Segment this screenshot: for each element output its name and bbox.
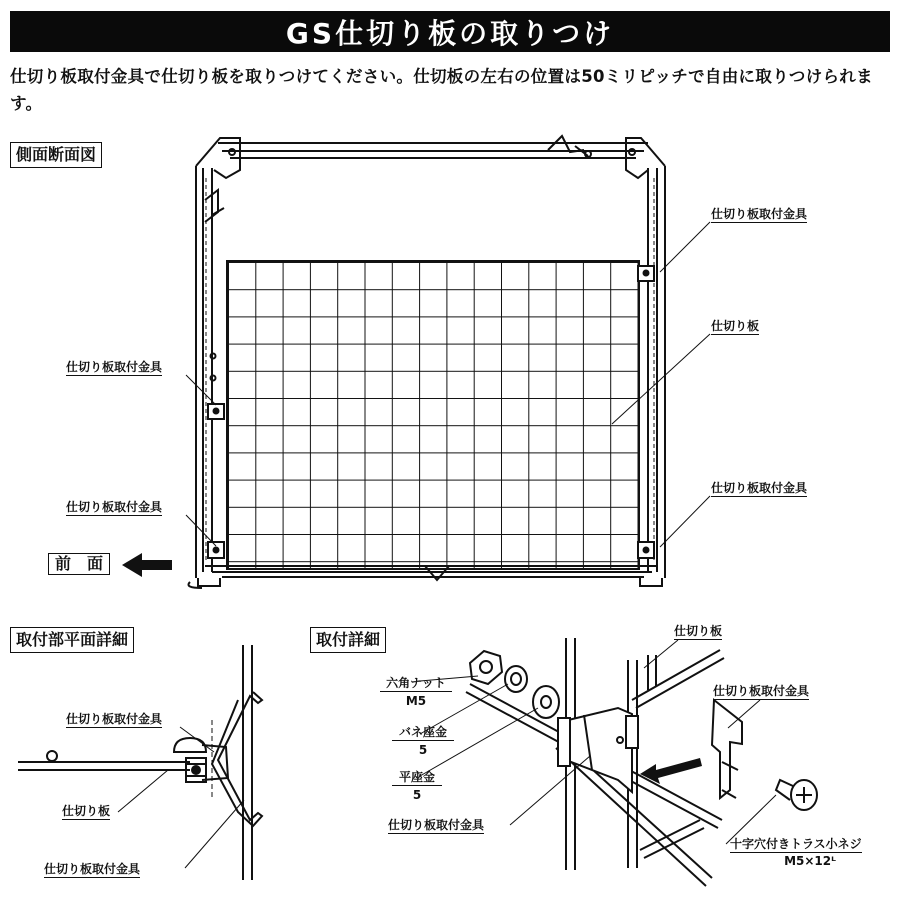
side-view-heading: 側面断面図 xyxy=(10,142,102,168)
front-arrow xyxy=(122,553,172,577)
label-hex-nut: 六角ナット xyxy=(380,676,452,692)
label-screw: 十字穴付きトラス小ネジ xyxy=(730,837,862,851)
label-bracket-left-bottom: 仕切り板取付金具 xyxy=(66,500,163,514)
label-partition-right: 仕切り板 xyxy=(711,319,760,333)
label-bracket-left-mid: 仕切り板取付金具 xyxy=(66,360,163,374)
label-plan-bracket-top: 仕切り板取付金具 xyxy=(66,712,163,726)
label-plan-partition: 仕切り板 xyxy=(62,804,111,818)
mount-detail-heading: 取付詳細 xyxy=(310,627,386,653)
label-spring-washer: バネ座金 xyxy=(392,725,454,741)
front-label: 前 面 xyxy=(48,553,110,575)
label-bracket-right-bottom: 仕切り板取付金具 xyxy=(711,481,808,495)
label-spring-washer-size: 5 xyxy=(418,743,428,757)
label-bracket-right-top: 仕切り板取付金具 xyxy=(711,207,808,221)
label-flat-washer: 平座金 xyxy=(392,770,442,786)
label-screw-size: M5×12ᴸ xyxy=(784,854,836,868)
plan-detail-heading: 取付部平面詳細 xyxy=(10,627,134,653)
label-hex-nut-size: M5 xyxy=(405,694,427,708)
label-plan-bracket-bottom: 仕切り板取付金具 xyxy=(44,862,141,876)
plan-detail-drawing xyxy=(18,645,262,880)
page-title-text: GS仕切り板の取りつけ xyxy=(285,16,615,50)
label-mount-bracket-right: 仕切り板取付金具 xyxy=(713,684,810,698)
label-mount-bracket-bottom: 仕切り板取付金具 xyxy=(388,818,485,832)
label-flat-washer-size: 5 xyxy=(412,788,422,802)
intro-text: 仕切り板取付金具で仕切り板を取りつけてください。仕切板の左右の位置は50ミリピッチで自由に取りつけられます。 xyxy=(10,67,873,113)
label-mount-partition: 仕切り板 xyxy=(674,624,723,638)
partition-mesh xyxy=(227,261,639,569)
